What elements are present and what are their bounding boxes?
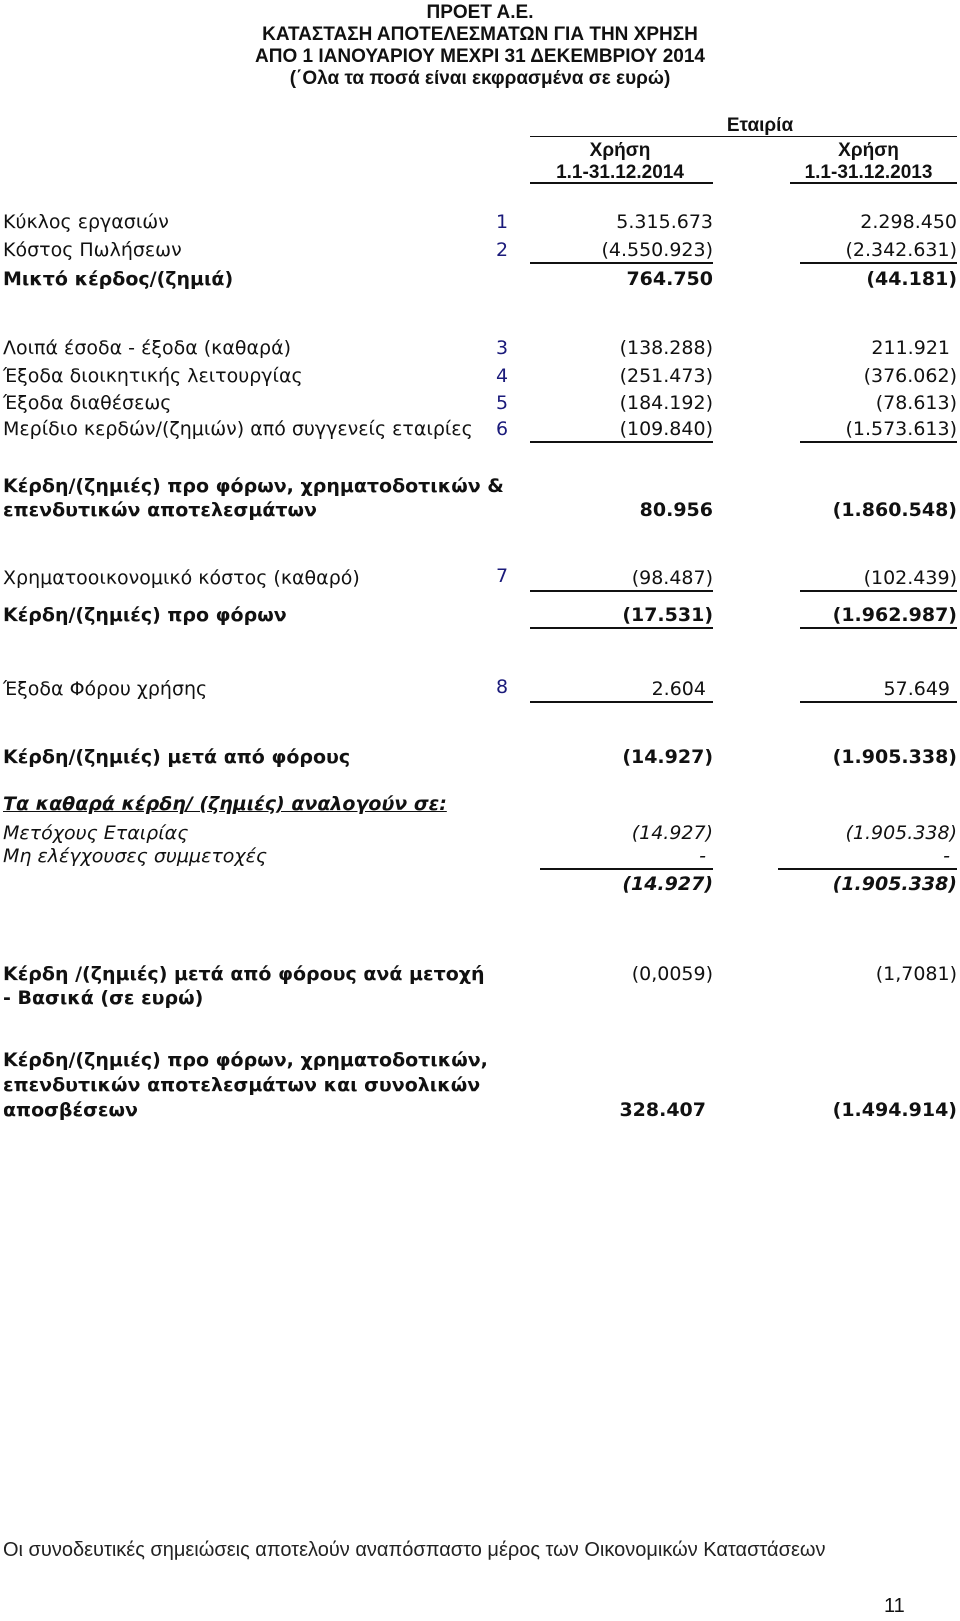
other-income-2014: (138.288) [619,337,713,359]
ebitda-2013: (1.494.914) [832,1099,957,1121]
ebt-rule-2014 [530,627,713,629]
admin-expenses-2014: (251.473) [619,365,713,387]
income-tax-rule-2014 [530,701,713,703]
selling-expenses-label: Έξοδα διαθέσεως [3,392,172,414]
ebt-rule-2013 [800,627,957,629]
col-2014-period: 1.1-31.12.2014 [556,162,684,183]
col-2014-rule [530,182,713,184]
minority-rule-2014 [540,868,713,870]
selling-expenses-note: 5 [496,392,509,414]
ebit-2013: (1.860.548) [832,499,957,521]
col-2013-label: Χρήση [838,140,899,161]
associates-share-2013: (1.573.613) [845,418,957,440]
cost-of-sales-rule-2013 [800,262,957,264]
col-2014-label: Χρήση [589,140,651,161]
cost-of-sales-2013: (2.342.631) [845,239,957,261]
net-profit-2014: (14.927) [622,746,713,768]
selling-expenses-2014: (184.192) [619,392,713,414]
other-income-note: 3 [496,337,509,359]
column-group-rule [530,136,957,137]
ebitda-label-line3: αποσβέσεων [3,1099,138,1121]
admin-expenses-2013: (376.062) [863,365,957,387]
finance-cost-rule-2014 [530,590,713,592]
revenue-2014: 5.315.673 [616,211,713,233]
income-tax-2013: 57.649 [883,678,950,700]
ebitda-label-line1: Κέρδη/(ζημιές) προ φόρων, χρηματοδοτικών, [3,1049,488,1071]
minority-rule-2013 [778,868,957,870]
gross-profit-2013: (44.181) [866,268,957,290]
net-profit-label: Κέρδη/(ζημιές) μετά από φόρους [3,746,351,768]
eps-label-line1: Κέρδη /(ζημιές) μετά από φόρους ανά μετοχή [3,963,485,985]
ebitda-label-line2: επενδυτικών αποτελεσμάτων και συνολικών [3,1074,481,1096]
minority-2013: - [943,845,950,867]
eps-2013: (1,7081) [875,963,957,985]
ebt-2013: (1.962.987) [832,604,957,626]
statement-title: ΚΑΤΑΣΤΑΣΗ ΑΠΟΤΕΛΕΣΜΑΤΩΝ ΓΙΑ ΤΗΝ ΧΡΗΣΗ [262,24,698,45]
cost-of-sales-rule-2014 [530,262,713,264]
gross-profit-2014: 764.750 [626,268,713,290]
admin-expenses-label: Έξοδα διοικητικής λειτουργίας [3,365,303,387]
minority-2014: - [699,845,706,867]
income-tax-rule-2013 [800,701,957,703]
associates-share-2014: (109.840) [619,418,713,440]
statement-period: ΑΠΟ 1 ΙΑΝΟΥΑΡΙΟΥ ΜΕΧΡΙ 31 ΔΕΚΕΜΒΡΙΟΥ 2014 [255,46,705,67]
associates-rule-2014 [530,441,713,443]
footer-note: Οι συνοδευτικές σημειώσεις αποτελούν αναπόσπαστο μέρος των Οικονομικών Καταστάσεων [3,1539,826,1561]
finance-cost-2013: (102.439) [863,567,957,589]
cost-of-sales-label: Κόστος Πωλήσεων [3,239,182,261]
ebit-label-line2: επενδυτικών αποτελεσμάτων [3,499,317,521]
associates-rule-2013 [800,441,957,443]
eps-2014: (0,0059) [631,963,713,985]
other-income-2013: 211.921 [871,337,950,359]
shareholders-2013: (1.905.338) [845,822,957,844]
income-tax-label: Έξοδα Φόρου χρήσης [3,678,208,700]
other-income-label: Λοιπά έσοδα - έξοδα (καθαρά) [3,337,292,359]
selling-expenses-2013: (78.613) [875,392,957,414]
attribution-heading: Τα καθαρά κέρδη/ (ζημιές) αναλογούν σε: [3,793,447,815]
ebt-2014: (17.531) [622,604,713,626]
admin-expenses-note: 4 [496,365,509,387]
income-tax-2014: 2.604 [651,678,706,700]
finance-cost-note: 7 [496,565,509,587]
col-2013-rule [790,182,957,184]
attribution-total-2013: (1.905.338) [832,873,957,895]
revenue-2013: 2.298.450 [860,211,957,233]
shareholders-2014: (14.927) [631,822,713,844]
finance-cost-rule-2013 [800,590,957,592]
net-profit-2013: (1.905.338) [832,746,957,768]
associates-share-label: Μερίδιο κερδών/(ζημιών) από συγγενείς εταιρίες [3,418,473,440]
cost-of-sales-2014: (4.550.923) [601,239,713,261]
income-tax-note: 8 [496,676,509,698]
revenue-note: 1 [496,211,509,233]
shareholders-label: Μετόχους Εταιρίας [3,822,189,844]
minority-label: Μη ελέγχουσες συμμετοχές [3,845,268,867]
ebit-2014: 80.956 [639,499,713,521]
cost-of-sales-note: 2 [496,239,509,261]
finance-cost-2014: (98.487) [631,567,713,589]
column-group-label: Εταιρία [726,115,794,136]
gross-profit-label: Μικτό κέρδος/(ζημιά) [3,268,234,290]
finance-cost-label: Χρηματοοικονομικό κόστος (καθαρό) [3,567,360,589]
page-number: 11 [884,1595,905,1617]
ebt-label: Κέρδη/(ζημιές) προ φόρων [3,604,287,626]
company-name: ΠΡΟΕΤ Α.Ε. [426,2,534,23]
ebit-label-line1: Κέρδη/(ζημιές) προ φόρων, χρηματοδοτικών & [3,475,504,497]
col-2013-period: 1.1-31.12.2013 [804,162,933,183]
revenue-label: Κύκλος εργασιών [3,211,169,233]
ebitda-2014: 328.407 [619,1099,706,1121]
currency-note: (΄Ολα τα ποσά είναι εκφρασμένα σε ευρώ) [289,68,671,89]
associates-share-note: 6 [496,418,509,440]
eps-label-line2: - Βασικά (σε ευρώ) [3,987,204,1009]
attribution-total-2014: (14.927) [622,873,713,895]
